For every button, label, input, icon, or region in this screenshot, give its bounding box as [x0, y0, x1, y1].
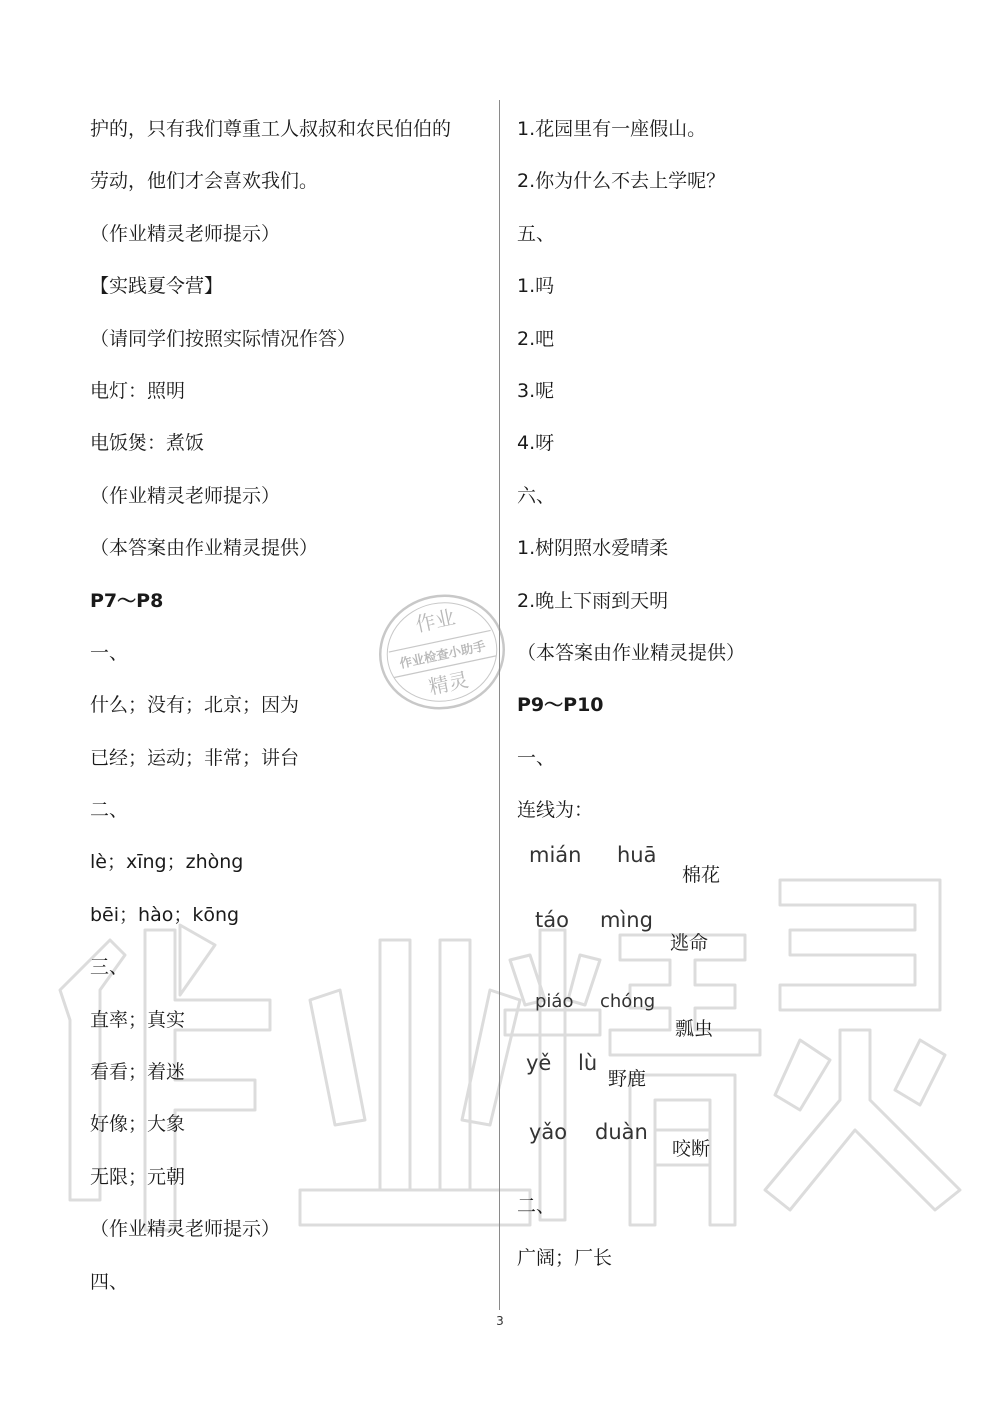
text-line: （本答案由作业精灵提供） [90, 537, 319, 560]
pinyin-label: duàn [595, 1120, 648, 1144]
text-line: 【实践夏令营】 [90, 275, 224, 298]
matching-exercise [520, 838, 760, 1168]
text-line: 广阔；厂长 [517, 1247, 613, 1270]
page-number: 3 [496, 1314, 504, 1328]
text-line: 已经；运动；非常；讲台 [90, 746, 300, 769]
text-line: lè；xīng；zhòng [90, 851, 244, 874]
text-line: 3.呢 [517, 379, 555, 402]
text-line: 4.呀 [517, 432, 555, 455]
text-line: 1.树阴照水爱晴柔 [517, 537, 669, 560]
text-line: 无限；元朝 [90, 1165, 186, 1188]
column-divider [499, 100, 500, 1310]
text-line: 电饭煲：煮饭 [90, 432, 205, 455]
left-column [90, 103, 490, 1308]
text-line: 2.吧 [517, 327, 555, 350]
text-line: 看看；着迷 [90, 1061, 186, 1084]
hanzi-word: 棉花 [682, 864, 721, 886]
text-line: 五、 [517, 222, 556, 245]
right-column [517, 103, 957, 836]
pinyin-label: yě [526, 1051, 552, 1075]
text-line: 1.花园里有一座假山。 [517, 118, 707, 140]
pinyin-label: piáo [535, 991, 574, 1012]
text-line: 连线为： [517, 799, 594, 822]
section-heading: P9～P10 [517, 694, 604, 717]
text-line: 2.晚上下雨到天明 [517, 589, 669, 612]
text-line: 二、 [517, 1195, 556, 1217]
hanzi-word: 瓢虫 [675, 1018, 714, 1040]
text-line: 直率；真实 [90, 1008, 186, 1031]
text-line: 劳动，他们才会喜欢我们。 [90, 170, 319, 193]
text-line: 好像；大象 [90, 1113, 186, 1136]
hanzi-word: 野鹿 [608, 1068, 647, 1090]
pinyin-label: lù [578, 1051, 598, 1075]
text-line: 1.吗 [517, 275, 555, 298]
pinyin-label: chóng [600, 991, 656, 1012]
pinyin-label: mián [529, 843, 582, 867]
text-line: 四、 [90, 1270, 129, 1293]
text-line: （作业精灵老师提示） [90, 222, 281, 245]
text-line: （作业精灵老师提示） [90, 1218, 281, 1241]
text-line: （请同学们按照实际情况作答） [90, 327, 357, 350]
hanzi-word: 逃命 [670, 932, 709, 954]
text-line: 二、 [90, 799, 129, 822]
pinyin-label: huā [617, 843, 657, 867]
text-line: 护的，只有我们尊重工人叔叔和农民伯伯的 [90, 118, 452, 140]
text-line: 一、 [517, 746, 556, 769]
text-line: （作业精灵老师提示） [90, 484, 281, 507]
section-heading: P7～P8 [90, 589, 164, 612]
pinyin-label: yǎo [529, 1120, 568, 1144]
text-line: 六、 [517, 484, 556, 507]
right-column-tail [517, 1180, 957, 1285]
stamp-top-text: 作业 [413, 604, 458, 637]
text-line: bēi；hào；kōng [90, 903, 240, 926]
text-line: 2.你为什么不去上学呢？ [517, 170, 726, 193]
pinyin-label: táo [535, 908, 569, 932]
text-line: （本答案由作业精灵提供） [517, 641, 746, 664]
stamp-middle-text: 作业检查小助手 [398, 638, 487, 671]
pinyin-label: mìng [600, 908, 653, 932]
text-line: 什么；没有；北京；因为 [90, 694, 300, 717]
stamp-bottom-text: 精灵 [426, 667, 471, 700]
hanzi-word: 咬断 [672, 1138, 711, 1160]
text-line: 三、 [90, 956, 129, 979]
text-line: 一、 [90, 641, 129, 664]
text-line: 电灯：照明 [90, 379, 186, 402]
